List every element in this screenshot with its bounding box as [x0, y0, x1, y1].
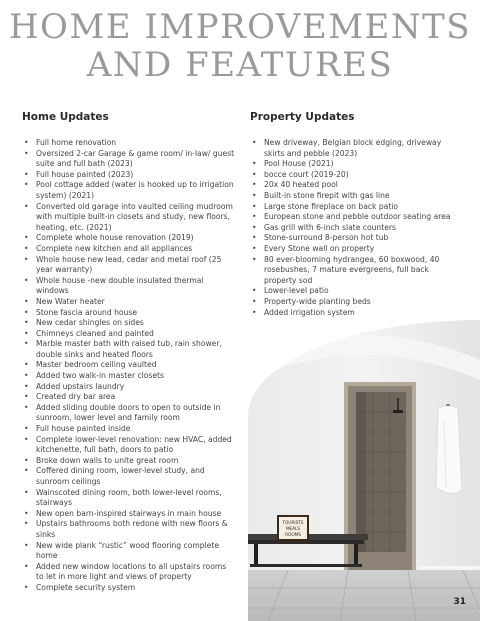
property-update-item: • Added irrigation system: [250, 308, 462, 319]
home-update-item: • New wide plank “rustic” wood flooring complete home: [22, 541, 236, 562]
shower-room-illustration: [248, 320, 480, 621]
home-update-item: • Added sliding double doors to open to outside in sunroom, lower level and family room: [22, 403, 236, 424]
home-update-item: • Upstairs bathrooms both redone with new floors & sinks: [22, 519, 236, 540]
home-update-item: • Converted old garage into vaulted ceiling mudroom with multiple built-in closets and study, new floors, heating, etc. (2021): [22, 202, 236, 234]
home-update-item: • New cedar shingles on sides: [22, 318, 236, 329]
home-update-item: • Full home renovation: [22, 138, 236, 149]
home-update-item: • Full house painted (2023): [22, 170, 236, 181]
home-update-item: • Pool cottage added (water is hooked up to irrigation system) (2021): [22, 180, 236, 201]
property-update-item: • bocce court (2019-20): [250, 170, 462, 181]
sign-text-2: MEALS: [285, 526, 301, 531]
home-update-item: • Created dry bar area: [22, 392, 236, 403]
home-update-item: • Added new window locations to all upstairs rooms to let in more light and views of property: [22, 562, 236, 583]
property-updates-heading: Property Updates: [250, 111, 355, 123]
home-update-item: • Complete new kitchen and all appliances: [22, 244, 236, 255]
home-update-item: • Marble master bath with raised tub, rain shower, double sinks and heated floors: [22, 339, 236, 360]
page-title-line-2: AND FEATURES: [86, 45, 394, 85]
home-update-item: • Oversized 2-car Garage & game room/ in-law/ guest suite and full bath (2023): [22, 149, 236, 170]
property-update-item: • Lower-level patio: [250, 286, 462, 297]
home-update-item: • Complete whole house renovation (2019): [22, 233, 236, 244]
property-updates-list: [250, 138, 462, 318]
home-updates-heading: Home Updates: [22, 111, 109, 123]
property-update-item: • Gas grill with 6-inch slate counters: [250, 223, 462, 234]
property-update-item: • Pool House (2021): [250, 159, 462, 170]
sign-text-3: ROOMS: [285, 532, 301, 537]
property-update-item: • Built-in stone firepit with gas line: [250, 191, 462, 202]
home-update-item: • Added upstairs laundry: [22, 382, 236, 393]
home-update-item: • Coffered dining room, lower-level study, and sunroom ceilings: [22, 466, 236, 487]
home-update-item: • Whole house new lead, cedar and metal roof (25 year warranty): [22, 255, 236, 276]
home-update-item: • Complete lower-level renovation: new HVAC, added kitchenette, full bath, doors to patio: [22, 435, 236, 456]
property-update-item: • Large stone fireplace on back patio: [250, 202, 462, 213]
home-update-item: • Whole house -new double insulated thermal windows: [22, 276, 236, 297]
home-update-item: • Chimneys cleaned and painted: [22, 329, 236, 340]
sign-text-1: TOURISTS: [282, 520, 304, 525]
home-update-item: • New Water heater: [22, 297, 236, 308]
property-update-item: • Every Stone wall on property: [250, 244, 462, 255]
property-update-item: • New driveway, Belgian block edging, driveway skirts and pebble (2023): [250, 138, 462, 159]
property-update-item: • Property-wide planting beds: [250, 297, 462, 308]
home-update-item: • Stone fascia around house: [22, 308, 236, 319]
home-update-item: • Master bedroom ceiling vaulted: [22, 360, 236, 371]
home-update-item: • Complete security system: [22, 583, 236, 594]
home-updates-list: [22, 138, 236, 594]
property-update-item: • 80 ever-blooming hydrangea, 60 boxwood, 40 rosebushes, 7 mature evergreens, full back property sod: [250, 255, 462, 287]
property-update-item: • Stone-surround 8-person hot tub: [250, 233, 462, 244]
home-update-item: • New open barn-inspired stairways in main house: [22, 509, 236, 520]
home-update-item: • Full house painted inside: [22, 424, 236, 435]
home-update-item: • Added two walk-in master closets: [22, 371, 236, 382]
home-update-item: • Broke down walls to unite great room: [22, 456, 236, 467]
home-update-item: • Wainscoted dining room, both lower-level rooms, stairways: [22, 488, 236, 509]
property-update-item: • European stone and pebble outdoor seating area: [250, 212, 462, 223]
shower-room-photo: [248, 320, 480, 621]
property-update-item: • 20x 40 heated pool: [250, 180, 462, 191]
page-number: 31: [453, 597, 466, 607]
page-title-line-1: HOME IMPROVEMENTS: [8, 7, 472, 47]
